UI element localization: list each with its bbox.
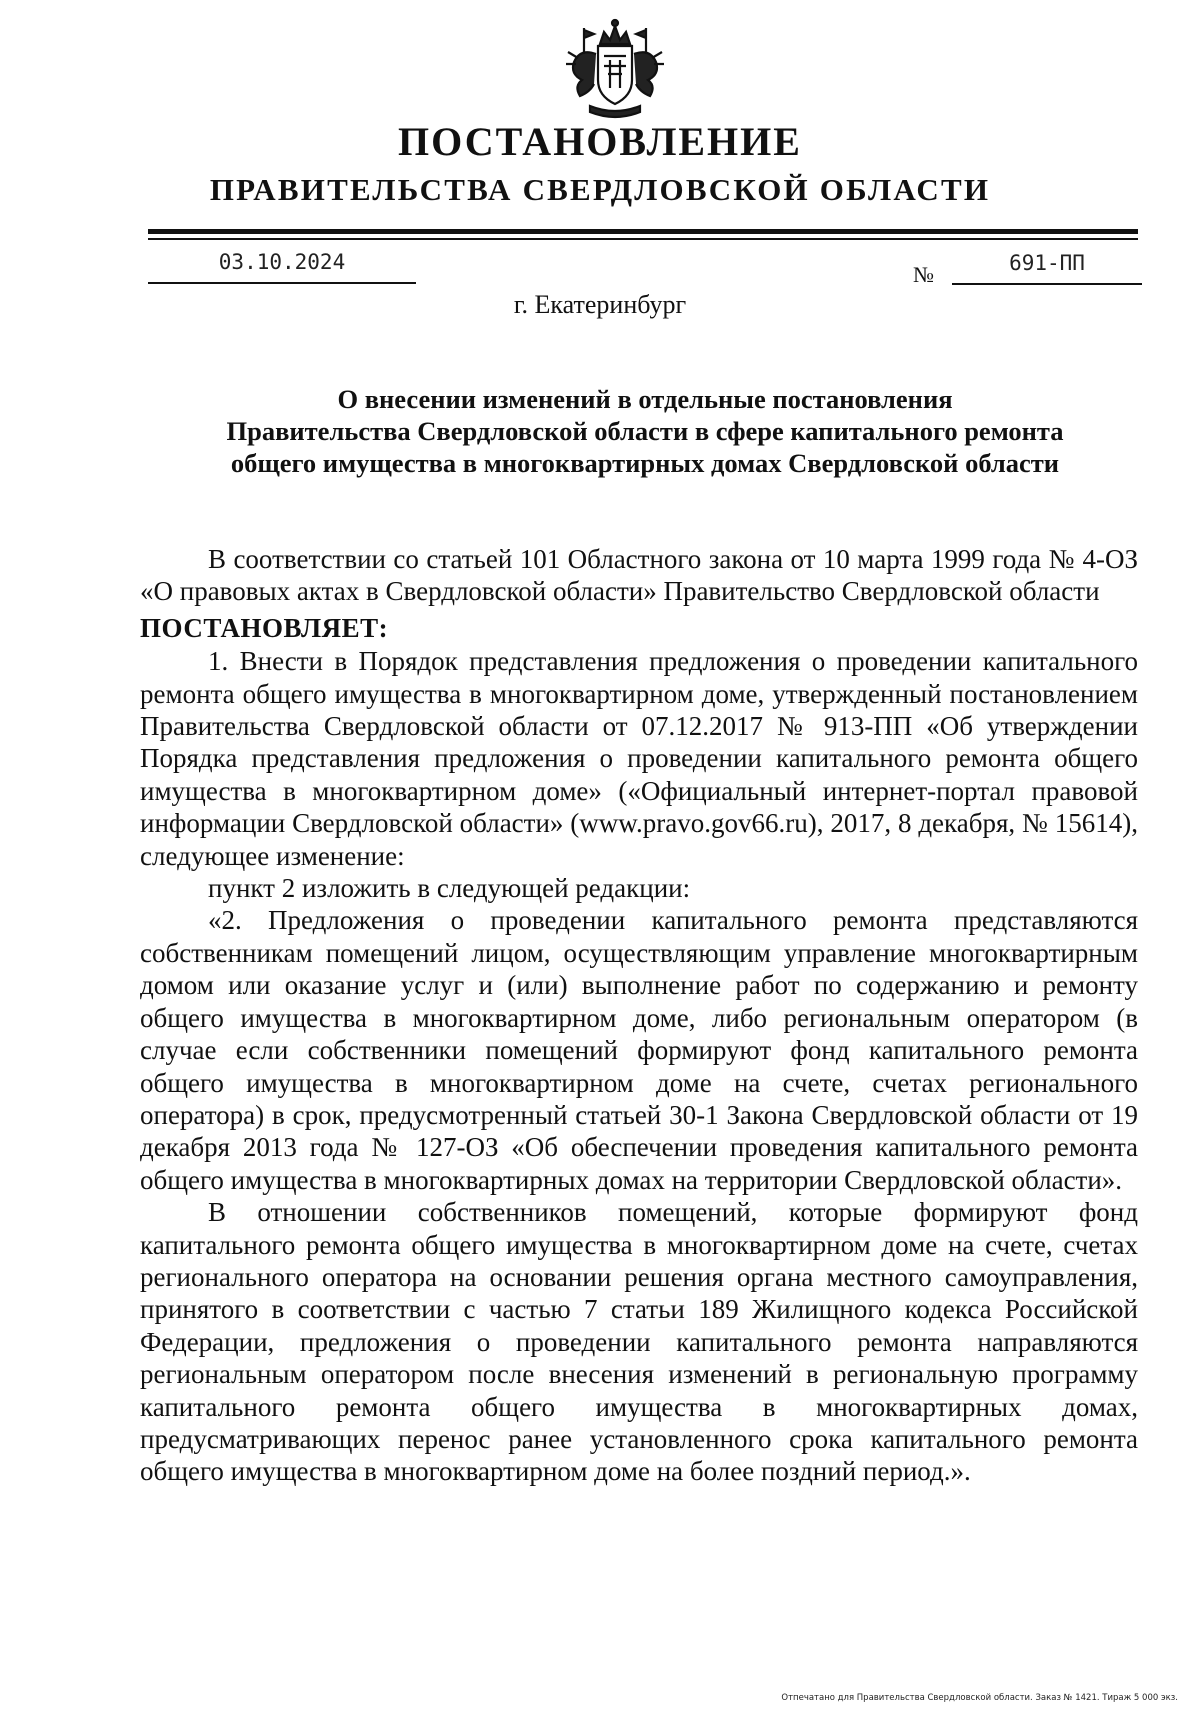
document-body xyxy=(140,543,1138,1488)
title-line: Правительства Свердловской области в сфере капитального ремонта xyxy=(226,416,1064,446)
paragraph-4: В отношении собственников помещений, которые формируют фонд капитального ремонта общего имущества в многоквартирном доме на счете, счетах регионального оператора на основании решения органа местного самоуправления, принятого в соответствии с частью 7 статьи 189 Жилищного кодекса Российской Федерации, предложения о проведении капитального ремонта направляются региональным оператором после внесения изменений в региональную программу капитального ремонта общего имущества в многоквартирных домах, предусматривающих перенос ранее установленного срока капитального ремонта общего имущества в многоквартирном доме на более поздний период.». xyxy=(140,1197,1138,1487)
document-title xyxy=(148,383,1142,479)
document-number: 691-ПП xyxy=(1009,251,1085,275)
document-issuer: ПРАВИТЕЛЬСТВА СВЕРДЛОВСКОЙ ОБЛАСТИ xyxy=(209,172,991,207)
paragraph-2: пункт 2 изложить в следующей редакции: xyxy=(208,873,691,904)
document-date: 03.10.2024 xyxy=(218,250,346,274)
print-footer: Отпечатано для Правительства Свердловской области. Заказ № 1421. Тираж 5 000 экз. xyxy=(781,1693,1178,1703)
preamble-paragraph: В соответствии со статьей 101 Областного закона от 10 марта 1999 года № 4-ОЗ «О правовых актах в Свердловской области» Правительство Свердловской области xyxy=(140,544,1138,607)
title-line: общего имущества в многоквартирных домах Свердловской области xyxy=(230,448,1060,478)
resolves-heading: ПОСТАНОВЛЯЕТ: xyxy=(140,612,389,643)
document-kind: ПОСТАНОВЛЕНИЕ xyxy=(398,119,802,164)
number-underline xyxy=(952,283,1142,285)
title-line: О внесении изменений в отдельные постановления xyxy=(337,384,953,414)
date-underline xyxy=(148,282,416,284)
header-divider-thin xyxy=(148,238,1138,240)
coat-of-arms-icon xyxy=(560,14,670,124)
number-sign: № xyxy=(913,262,934,287)
header-divider-thick xyxy=(148,229,1138,234)
paragraph-3: «2. Предложения о проведении капитального ремонта представляются собственникам помещений лицом, осуществляющим управление многоквартирным домом или оказание услуг и (или) выполнение работ по содержанию и ремонту общего имущества в многоквартирном доме, либо региональным оператором (в случае если собственники помещений формируют фонд капитального ремонта общего имущества в многоквартирном доме на счете, счетах регионального оператора) в срок, предусмотренный статьей 30-1 Закона Свердловской области от 19 декабря 2013 года № 127-ОЗ «Об обеспечении проведения капитального ремонта общего имущества в многоквартирных домах на территории Свердловской области». xyxy=(140,905,1138,1195)
city: г. Екатеринбург xyxy=(513,290,687,319)
paragraph-1: 1. Внести в Порядок представления предложения о проведении капитального ремонта общего имущества в многоквартирном доме, утвержденный постановлением Правительства Свердловской области от 07.12.2017 № 913-ПП «Об утверждении Порядка представления предложения о проведении капитального ремонта общего имущества в многоквартирном доме» («Официальный интернет-портал правовой информации Свердловской области» (www.pravo.gov66.ru), 2017, 8 декабря, № 15614), следующее изменение: xyxy=(140,646,1138,871)
